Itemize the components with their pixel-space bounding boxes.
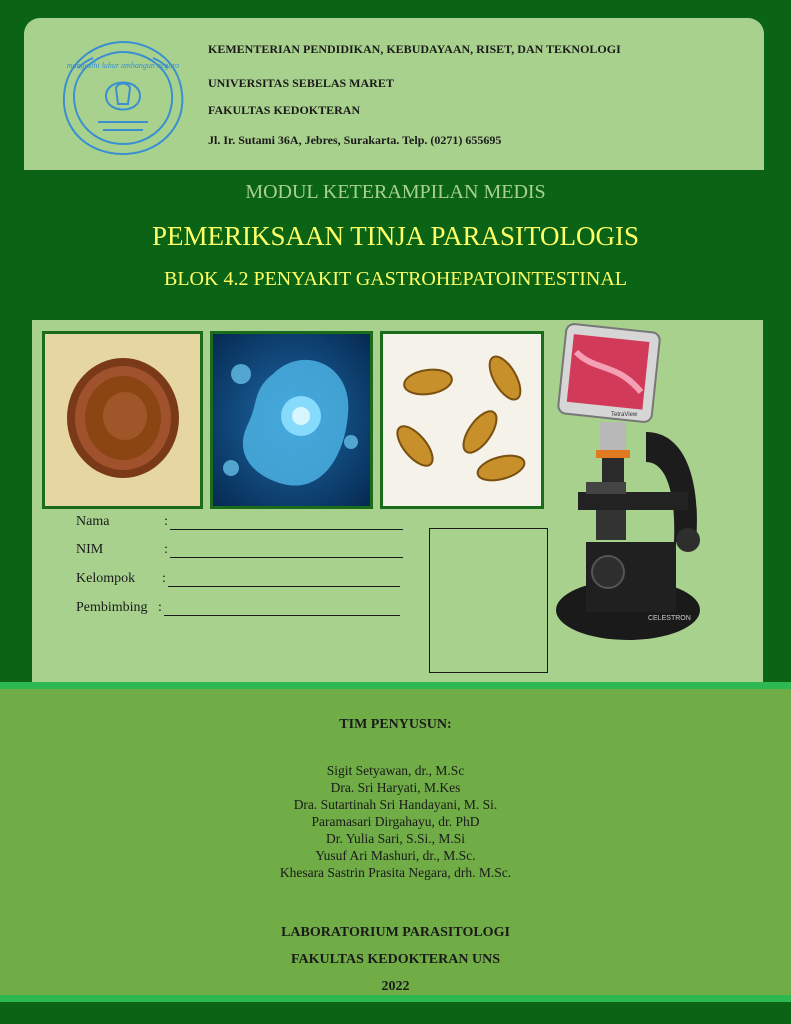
- author-1: Sigit Setyawan, dr., M.Sc: [326, 763, 465, 778]
- ministry-name: KEMENTERIAN PENDIDIKAN, KEBUDAYAAN, RISET, DAN TEKNOLOGI: [208, 42, 621, 56]
- author-7: Khesara Sastrin Prasita Negara, drh. M.Sc.: [279, 865, 512, 880]
- form-colon: :: [158, 600, 162, 615]
- logo-motto: mangesthi luhur ambangun negoro: [66, 61, 180, 70]
- author-4: Paramasari Dirgahayu, dr. PhD: [311, 814, 480, 829]
- form-line-nim[interactable]: [170, 557, 403, 558]
- footer-faculty: FAKULTAS KEDOKTERAN UNS: [290, 952, 500, 967]
- authors-heading: TIM PENYUSUN:: [339, 717, 452, 732]
- form-line-kelompok[interactable]: [168, 586, 400, 587]
- author-5: Dr. Yulia Sari, S.Si., M.Si: [325, 831, 466, 846]
- form-label-nama: Nama: [76, 514, 110, 529]
- publication-year: 2022: [381, 979, 410, 994]
- form-colon: :: [164, 514, 168, 529]
- screen-label: TetraView: [611, 412, 638, 418]
- faculty-name: FAKULTAS KEDOKTERAN: [208, 103, 361, 117]
- module-subtitle: MODUL KETERAMPILAN MEDIS: [245, 181, 546, 203]
- form-label-pembimbing: Pembimbing: [76, 600, 148, 615]
- form-colon: :: [162, 571, 166, 586]
- divider-stripe-top: [0, 682, 791, 689]
- divider-stripe-bottom: [0, 995, 791, 1002]
- form-colon: :: [164, 542, 168, 557]
- form-label-nim: NIM: [76, 542, 104, 557]
- address: Jl. Ir. Sutami 36A, Jebres, Surakarta. Telp. (0271) 655695: [208, 133, 502, 147]
- trichuris-eggs-image: [380, 331, 544, 509]
- university-logo: [58, 38, 188, 158]
- ascaris-egg-image: [42, 331, 203, 509]
- university-name: UNIVERSITAS SEBELAS MARET: [208, 76, 394, 90]
- author-6: Yusuf Ari Mashuri, dr., M.Sc.: [315, 848, 476, 863]
- microscope-brand: CELESTRON: [648, 615, 691, 622]
- form-line-nama[interactable]: [170, 529, 403, 530]
- photo-placeholder-box: [429, 528, 548, 673]
- microscope-image: [556, 322, 714, 648]
- amoeba-image: [210, 331, 373, 509]
- form-line-pembimbing[interactable]: [164, 615, 400, 616]
- form-label-kelompok: Kelompok: [76, 571, 136, 586]
- lab-name: LABORATORIUM PARASITOLOGI: [281, 925, 510, 940]
- block-title: BLOK 4.2 PENYAKIT GASTROHEPATOINTESTINAL: [164, 268, 627, 290]
- module-title: PEMERIKSAAN TINJA PARASITOLOGIS: [151, 221, 640, 251]
- author-3: Dra. Sutartinah Sri Handayani, M. Si.: [293, 797, 498, 812]
- author-2: Dra. Sri Haryati, M.Kes: [330, 780, 461, 795]
